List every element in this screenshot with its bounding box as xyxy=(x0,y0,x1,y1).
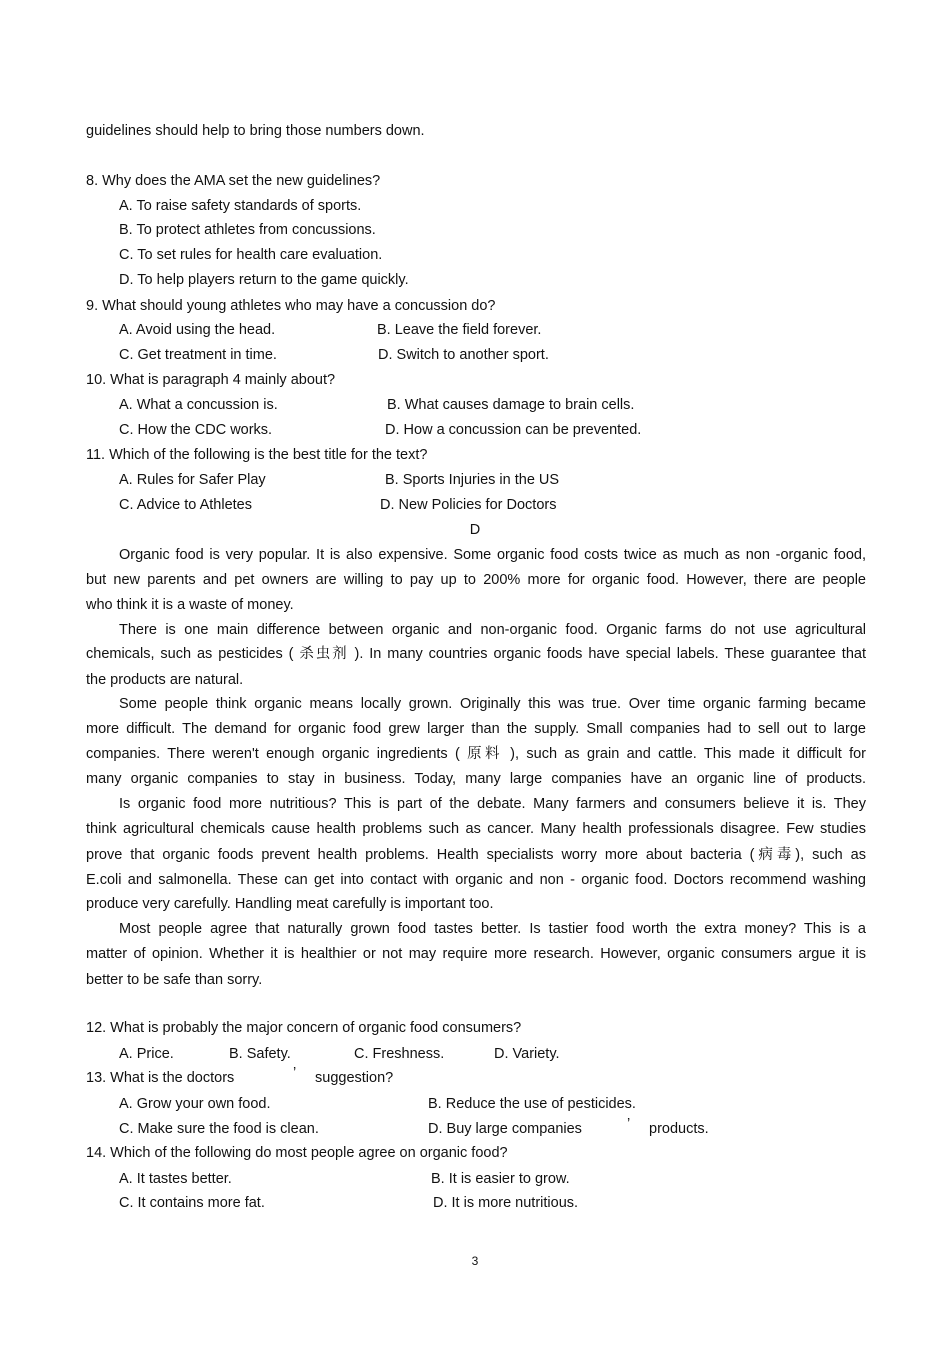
question-9-stem: 9. What should young athletes who may have a concussion do? xyxy=(86,298,496,314)
passage-p5-line-3: better to be safe than sorry. xyxy=(86,972,263,988)
question-10-stem: 10. What is paragraph 4 mainly about? xyxy=(86,372,336,388)
passage-p4-line-1: Is organic food more nutritious? This is part of the debate. Many farmers and consumers believe it is. They xyxy=(119,796,866,812)
question-11-option-b: B. Sports Injuries in the US xyxy=(385,472,560,488)
question-14-stem: 14. Which of the following do most people agree on organic food? xyxy=(86,1145,508,1161)
passage-p1-line-1: Organic food is very popular. It is also expensive. Some organic food costs twice as much as non -organic food, xyxy=(119,547,866,563)
question-9-option-b: B. Leave the field forever. xyxy=(377,322,542,338)
question-13-stem-end: suggestion? xyxy=(315,1070,394,1086)
question-9-option-d: D. Switch to another sport. xyxy=(378,347,549,363)
question-14-option-c: C. It contains more fat. xyxy=(119,1195,265,1211)
question-14-option-a: A. It tastes better. xyxy=(119,1171,232,1187)
question-13-option-d-apostrophe: ’ xyxy=(627,1116,631,1132)
passage-p2-line-3: the products are natural. xyxy=(86,672,244,688)
question-12-option-c: C. Freshness. xyxy=(354,1046,445,1062)
question-8-stem: 8. Why does the AMA set the new guidelines? xyxy=(86,173,381,189)
passage-p2-line-1: There is one main difference between organic and non-organic food. Organic farms do not use agricultural xyxy=(119,622,866,638)
passage-p2-line-2: chemicals, such as pesticides ( 杀虫剂 ). In many countries organic foods have special labels. These guarantee that xyxy=(86,646,866,662)
question-11-option-a: A. Rules for Safer Play xyxy=(119,472,266,488)
question-13-option-d: D. Buy large companies xyxy=(428,1121,582,1137)
passage-p1-line-2: but new parents and pet owners are willing to pay up to 200% more for organic food. However, there are people xyxy=(86,572,866,588)
passage-p3-line-4: many organic companies to stay in business. Today, many large companies have an organic line of products. xyxy=(86,771,866,787)
passage-p1-line-3: who think it is a waste of money. xyxy=(86,597,294,613)
passage-p3-line-3: companies. There weren't enough organic ingredients ( 原料 ), such as grain and cattle. This made it difficult for xyxy=(86,746,866,762)
question-11-option-d: D. New Policies for Doctors xyxy=(380,497,557,513)
passage-p4-line-3: prove that organic foods prevent health problems. Health specialists worry more about bacteria (病毒), such as xyxy=(86,847,866,863)
question-8-option-b: B. To protect athletes from concussions. xyxy=(119,222,376,238)
question-11-option-c: C. Advice to Athletes xyxy=(119,497,252,513)
question-12-option-b: B. Safety. xyxy=(229,1046,291,1062)
question-8-option-d: D. To help players return to the game quickly. xyxy=(119,272,409,288)
passage-p4-line-2: think agricultural chemicals cause health problems such as cancer. Many health professionals disagree. Few studies xyxy=(86,821,866,837)
question-8-option-a: A. To raise safety standards of sports. xyxy=(119,198,362,214)
question-9-option-a: A. Avoid using the head. xyxy=(119,322,276,338)
question-14-option-d: D. It is more nutritious. xyxy=(433,1195,579,1211)
question-13-stem: 13. What is the doctors xyxy=(86,1070,235,1086)
passage-p5-line-1: Most people agree that naturally grown food tastes better. Is tastier food worth the extra money? This is a xyxy=(119,921,866,937)
question-11-stem: 11. Which of the following is the best title for the text? xyxy=(86,447,428,463)
question-12-stem: 12. What is probably the major concern of organic food consumers? xyxy=(86,1020,522,1036)
question-8-option-c: C. To set rules for health care evaluation. xyxy=(119,247,383,263)
passage-p3-line-1: Some people think organic means locally grown. Originally this was true. Over time organic farming became xyxy=(119,696,866,712)
page-number: 3 xyxy=(471,1254,479,1268)
question-13-option-d-end: products. xyxy=(649,1121,709,1137)
passage-p4-line-4: E.coli and salmonella. These can get into contact with organic and non - organic food. Doctors recommend washing xyxy=(86,872,866,888)
passage-p5-line-2: matter of opinion. Whether it is healthier or not may require more research. However, organic consumers argue it is xyxy=(86,946,866,962)
question-9-option-c: C. Get treatment in time. xyxy=(119,347,277,363)
intro-tail: guidelines should help to bring those numbers down. xyxy=(86,123,425,139)
question-13-option-a: A. Grow your own food. xyxy=(119,1096,271,1112)
question-10-option-a: A. What a concussion is. xyxy=(119,397,278,413)
question-10-option-d: D. How a concussion can be prevented. xyxy=(385,422,642,438)
question-14-option-b: B. It is easier to grow. xyxy=(431,1171,570,1187)
question-13-option-c: C. Make sure the food is clean. xyxy=(119,1121,319,1137)
section-label: D xyxy=(469,522,481,538)
question-13-apostrophe: ’ xyxy=(293,1065,297,1081)
question-13-option-b: B. Reduce the use of pesticides. xyxy=(428,1096,636,1112)
question-12-option-d: D. Variety. xyxy=(494,1046,560,1062)
passage-p3-line-2: more difficult. The demand for organic food grew larger than the supply. Small companies had to sell out to large xyxy=(86,721,866,737)
question-12-option-a: A. Price. xyxy=(119,1046,174,1062)
question-10-option-c: C. How the CDC works. xyxy=(119,422,273,438)
question-10-option-b: B. What causes damage to brain cells. xyxy=(387,397,635,413)
passage-p4-line-5: produce very carefully. Handling meat carefully is important too. xyxy=(86,896,494,912)
